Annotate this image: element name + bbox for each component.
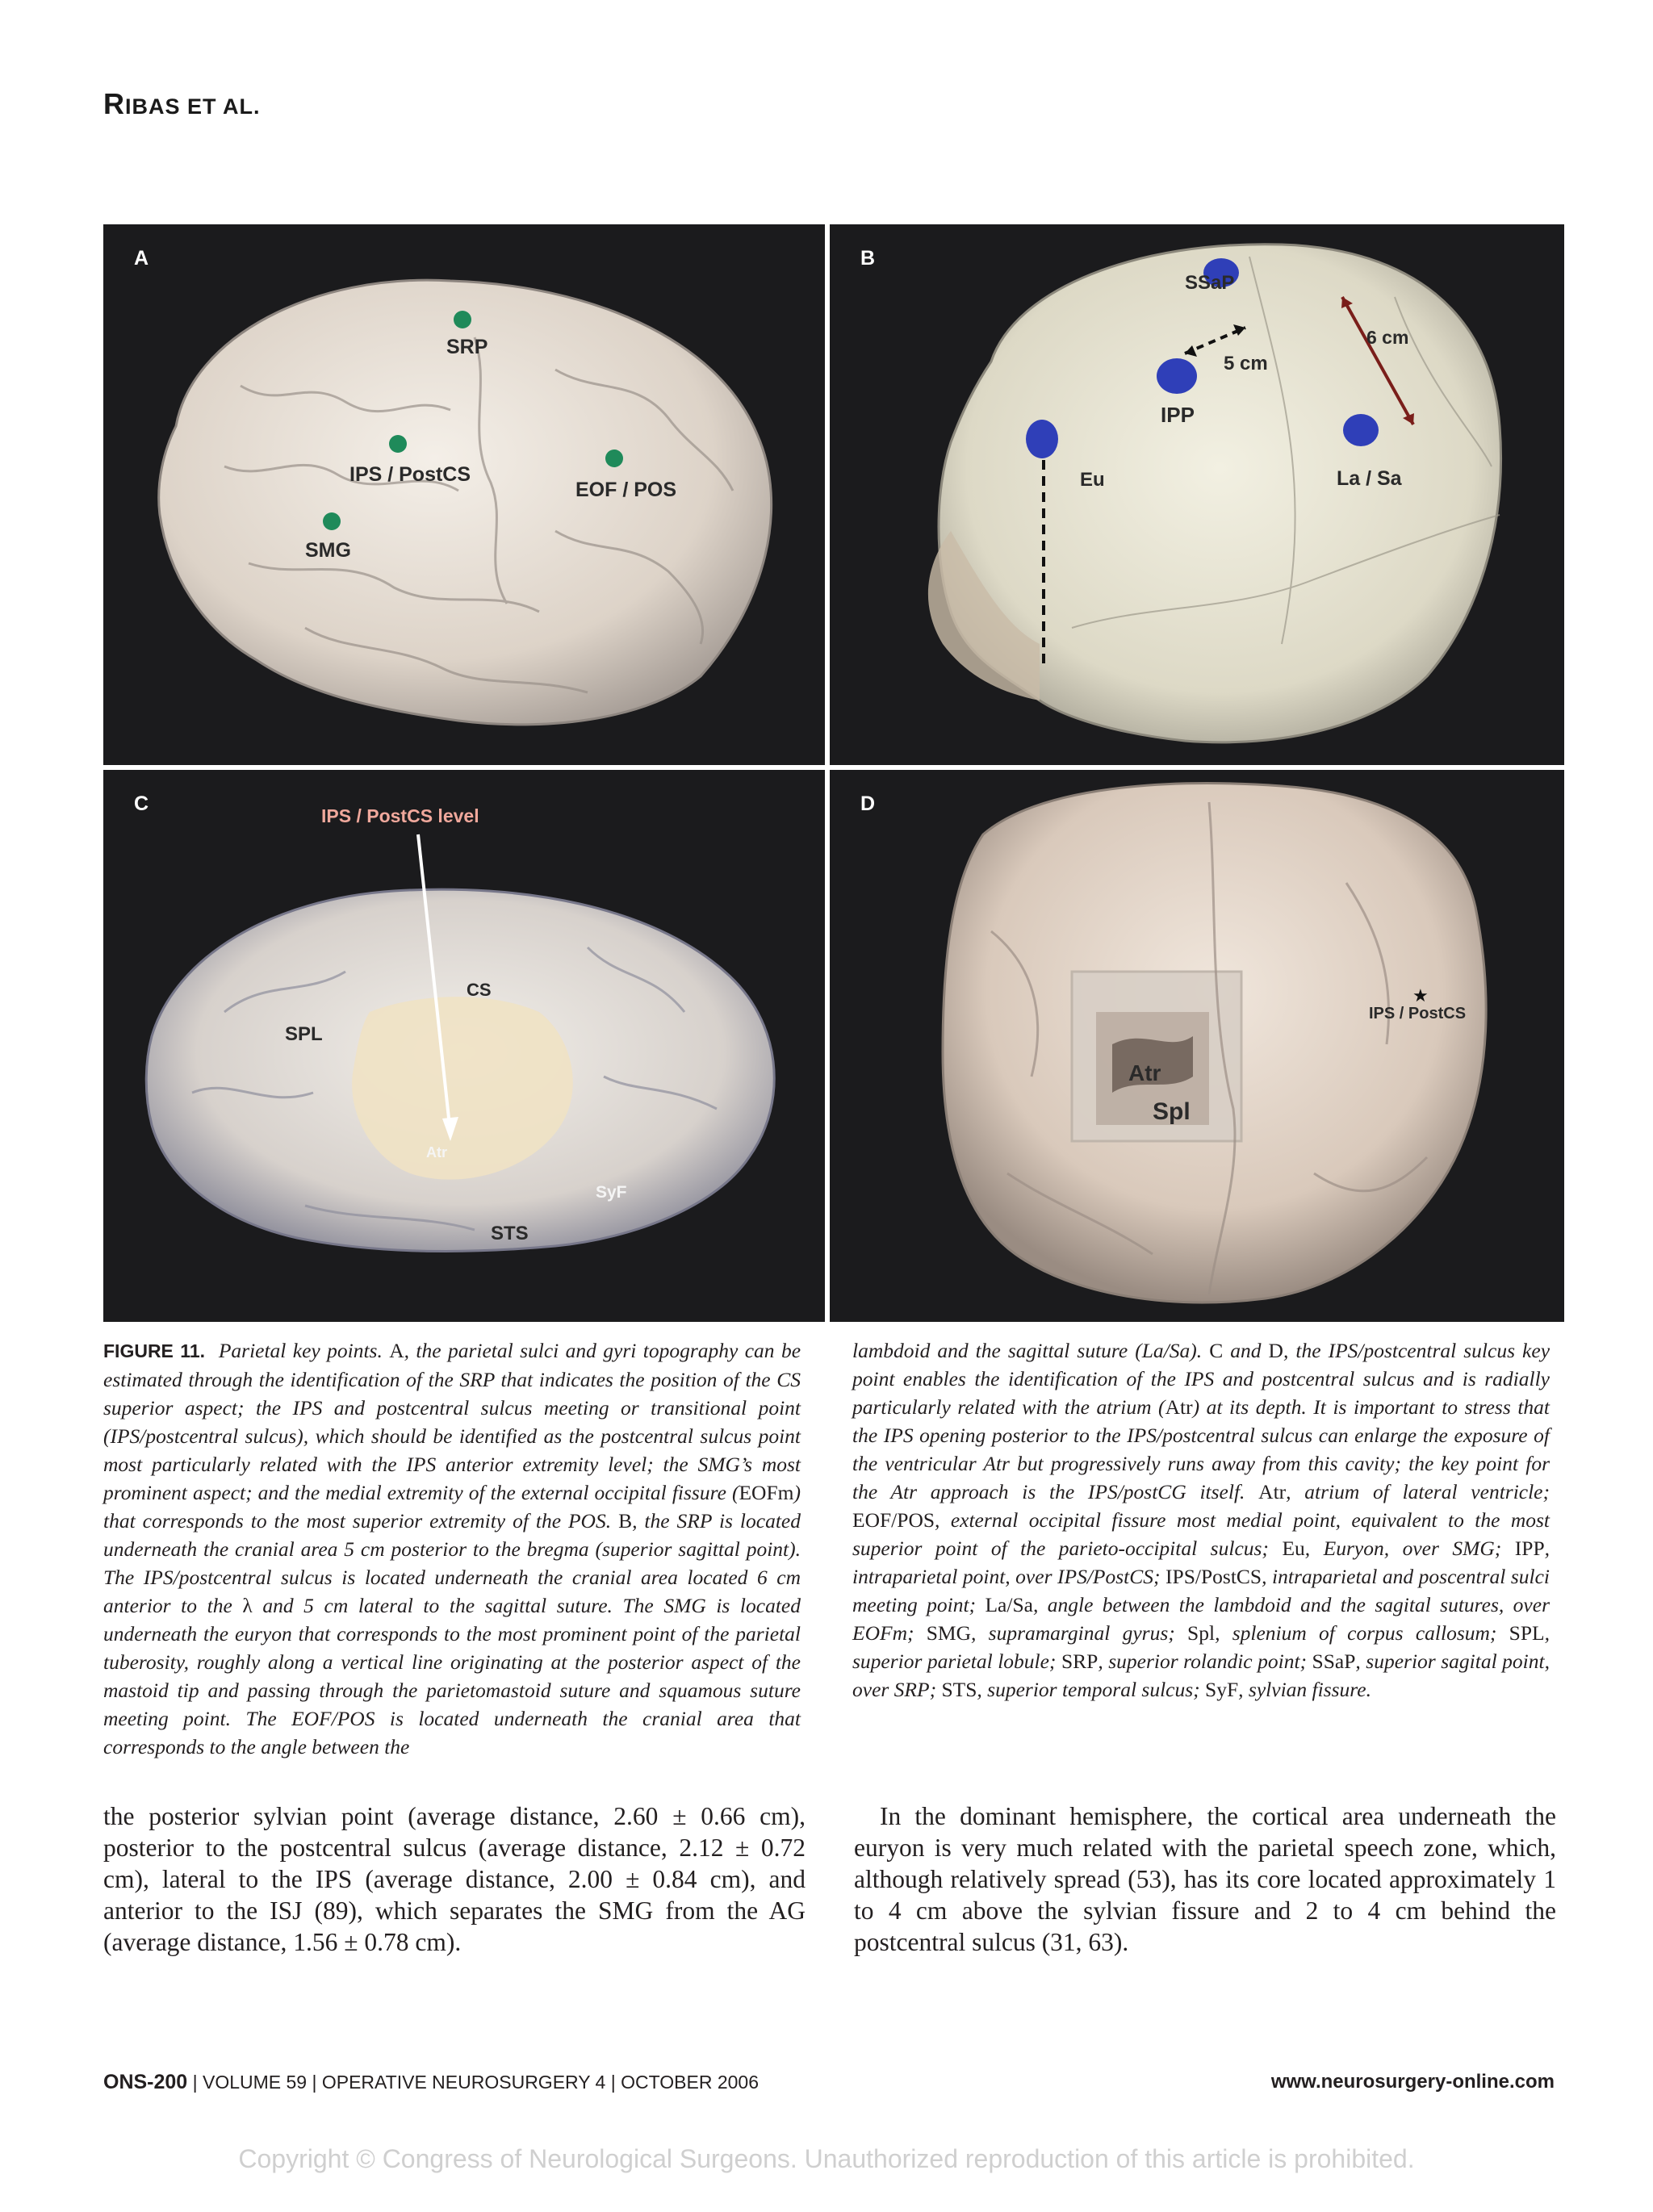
caption-segment: Parietal key points. [218,1339,390,1362]
caption-segment: SyF [1205,1678,1239,1701]
label-la-sa: La / Sa [1337,467,1402,490]
caption-segment: , superior temporal sulcus; [977,1678,1206,1701]
panel-d-image [830,770,1564,1322]
body-left-paragraph: the posterior sylvian point (average distance, 2.60 ± 0.66 cm), posterior to the postcentral sulcus (average distance, 2.12 ± 0.72 cm), lateral to the IPS (average distance, 2.00 ± 0.84 cm), and anterior to the ISJ (89), which separates the SMG from the AG (average distance, 1.56 ± 0.78 cm). [103,1802,806,1956]
caption-segment: SSaP [1312,1650,1356,1673]
caption-segment: , superior rolandic point; [1098,1650,1312,1673]
la-sa-marker [1343,414,1379,446]
caption-segment: , the parietal sulci and gyri topography can be estimated through the identification of the SRP that indicates the position of the CS superior aspect; the IPS and postcentral sulcus meeting or transitional point (IPS/postcentral sulcus), which should be identified as the postcentral sulcus point most particularly related with the IPS anterior extremity level; the SMG’s most prominent aspect; and the medial extremity of the external occipital fissure ( [103,1339,801,1504]
caption-left-text [103,1339,801,1758]
caption-segment: , splenium of corpus callosum; [1215,1621,1509,1645]
caption-left-column [103,1336,801,1761]
panel-b-letter: B [860,247,876,270]
footer-separator: | [307,2072,322,2093]
panel-b-image [830,224,1564,765]
body-right-paragraph: In the dominant hemisphere, the cortical area underneath the euryon is very much related with the parietal speech zone, which, although relatively spread (53), has its core located approximately 1 to 4 cm above the sylvian fissure and 2 to 4 cm behind the postcentral sulcus (31, 63). [854,1802,1556,1956]
caption-right-column [852,1336,1550,1704]
caption-segment: , external occipital fissure most medial point, equivalent to the most superior point of the parieto-occipital sulcus; [852,1508,1550,1560]
caption-segment: D [1268,1339,1283,1362]
srp-marker [454,311,471,328]
panel-c [103,770,825,1322]
label-5cm: 5 cm [1224,353,1268,374]
caption-segment: ) at its depth. It is important to stress that the IPS opening posterior to the IPS/postcentral sulcus can enlarge the exposure of the ventricular Atr but progressively runs away from this cavity; the key point for the Atr approach is the IPS/postCG itself. [852,1395,1550,1503]
caption-segment: SMG [926,1621,972,1645]
caption-segment: EOF/POS [852,1508,935,1532]
label-eu: Eu [1080,469,1105,491]
label-syf: SyF [596,1183,627,1202]
eu-marker [1026,420,1058,458]
label-ssap: SSaP [1185,272,1235,294]
copyright-notice: Copyright © Congress of Neurological Surgeons. Unauthorized reproduction of this article is prohibited. [238,2144,1415,2173]
page-id: ONS-200 [103,2071,188,2093]
panel-c-letter: C [134,792,149,815]
caption-segment: , superior sagital point, over SRP; [852,1650,1550,1701]
caption-segment: lambdoid and the sagittal suture (La/Sa). [852,1339,1210,1362]
caption-right-text [852,1339,1550,1701]
caption-segment: , angle between the lambdoid and the sagital sutures, over EOFm; [852,1593,1550,1645]
panel-d-letter: D [860,792,876,815]
caption-segment: IPP [1514,1537,1545,1560]
footer-separator: | [187,2072,203,2093]
label-srp: SRP [446,336,488,358]
figure-11 [103,224,1564,1322]
caption-segment: A [389,1339,404,1362]
label-atr-d: Atr [1128,1060,1161,1085]
footer-website-link[interactable]: www.neurosurgery-online.com [1270,2071,1555,2093]
label-eof-pos: EOF / POS [575,479,677,501]
smg-marker [323,512,341,530]
caption-segment: , the SRP is located underneath the cranial area 5 cm posterior to the bregma (superior sagittal point). The IPS/postcentral sulcus is located underneath the cranial area located 6 cm anterior to the [103,1509,801,1617]
label-smg: SMG [305,539,351,562]
panel-b [830,224,1564,765]
footer-journal: OPERATIVE NEUROSURGERY 4 [321,2072,606,2093]
caption-segment: C [1209,1339,1224,1362]
panel-d [830,770,1564,1322]
caption-segment: SRP [1061,1650,1099,1673]
label-spl-d: Spl [1153,1098,1191,1125]
label-ips-postcs-level: IPS / PostCS level [321,805,479,826]
caption-segment: EOFm [739,1481,794,1504]
label-atr: Atr [426,1144,447,1160]
panel-a [103,224,825,765]
caption-segment: Atr [1258,1480,1287,1503]
ipp-marker [1157,358,1197,394]
panel-a-image [103,224,825,765]
figure-label: FIGURE 11. [103,1340,206,1361]
panel-a-letter: A [134,247,149,270]
label-cs: CS [467,980,492,1000]
label-sts: STS [491,1223,529,1244]
body-left-column [103,1800,806,1958]
page-footer [103,2071,759,2094]
footer-date: OCTOBER 2006 [621,2072,759,2093]
caption-segment: ) that corresponds to the most superior extremity of the POS. [103,1481,801,1533]
caption-segment: and 5 cm lateral to the sagittal suture. The SMG is located underneath the euryon that corresponds to the most prominent point of the parietal tuberosity, roughly along a vertical line originating at the posterior aspect of the mastoid tip and passing through the parietomastoid suture and squamous suture meeting point. The EOF/POS is located underneath the cranial area that corresponds to the angle between the [103,1594,801,1758]
label-ips-postcs-d: IPS / PostCS [1369,1005,1467,1022]
star-marker: ★ [1412,986,1429,1006]
running-head-initial: R [103,87,125,120]
footer-volume: VOLUME 59 [202,2072,308,2093]
caption-segment: , atrium of lateral ventricle; [1286,1480,1550,1503]
running-head-rest: IBAS ET AL. [125,94,261,119]
caption-segment: , intraparietal point, over IPS/PostCS; [852,1537,1550,1588]
ips-postcs-marker [389,435,407,453]
caption-segment: SPL [1509,1621,1545,1645]
caption-segment: , intraparietal and poscentral sulci meeting point; [852,1565,1550,1616]
caption-segment: , superior parietal lobule; [852,1621,1550,1673]
label-6cm: 6 cm [1366,327,1409,348]
caption-segment: Atr [1165,1395,1193,1419]
caption-segment: IPS/PostCS [1165,1565,1262,1588]
footer-separator: | [605,2072,621,2093]
caption-segment: Spl [1187,1621,1216,1645]
caption-segment: , the IPS/postcentral sulcus key point enables the identification of the IPS and postcentral sulcus and is radially particularly related with the atrium ( [852,1339,1550,1419]
body-right-column [854,1800,1556,1958]
running-head [103,87,261,121]
caption-segment: and [1223,1339,1269,1362]
caption-segment: La/Sa [985,1593,1033,1616]
caption-segment: Eu [1282,1537,1305,1560]
caption-segment: λ [242,1594,253,1617]
caption-segment: B [618,1509,633,1533]
eof-pos-marker [605,450,623,467]
caption-segment: STS [941,1678,977,1701]
caption-segment: , Euryon, over SMG; [1304,1537,1515,1560]
label-ips-postcs: IPS / PostCS [349,463,471,486]
caption-segment: , supramarginal gyrus; [971,1621,1188,1645]
caption-segment: , sylvian fissure. [1238,1678,1371,1701]
panel-c-image [103,770,825,1322]
label-spl: SPL [285,1023,323,1045]
label-ipp: IPP [1161,403,1195,427]
